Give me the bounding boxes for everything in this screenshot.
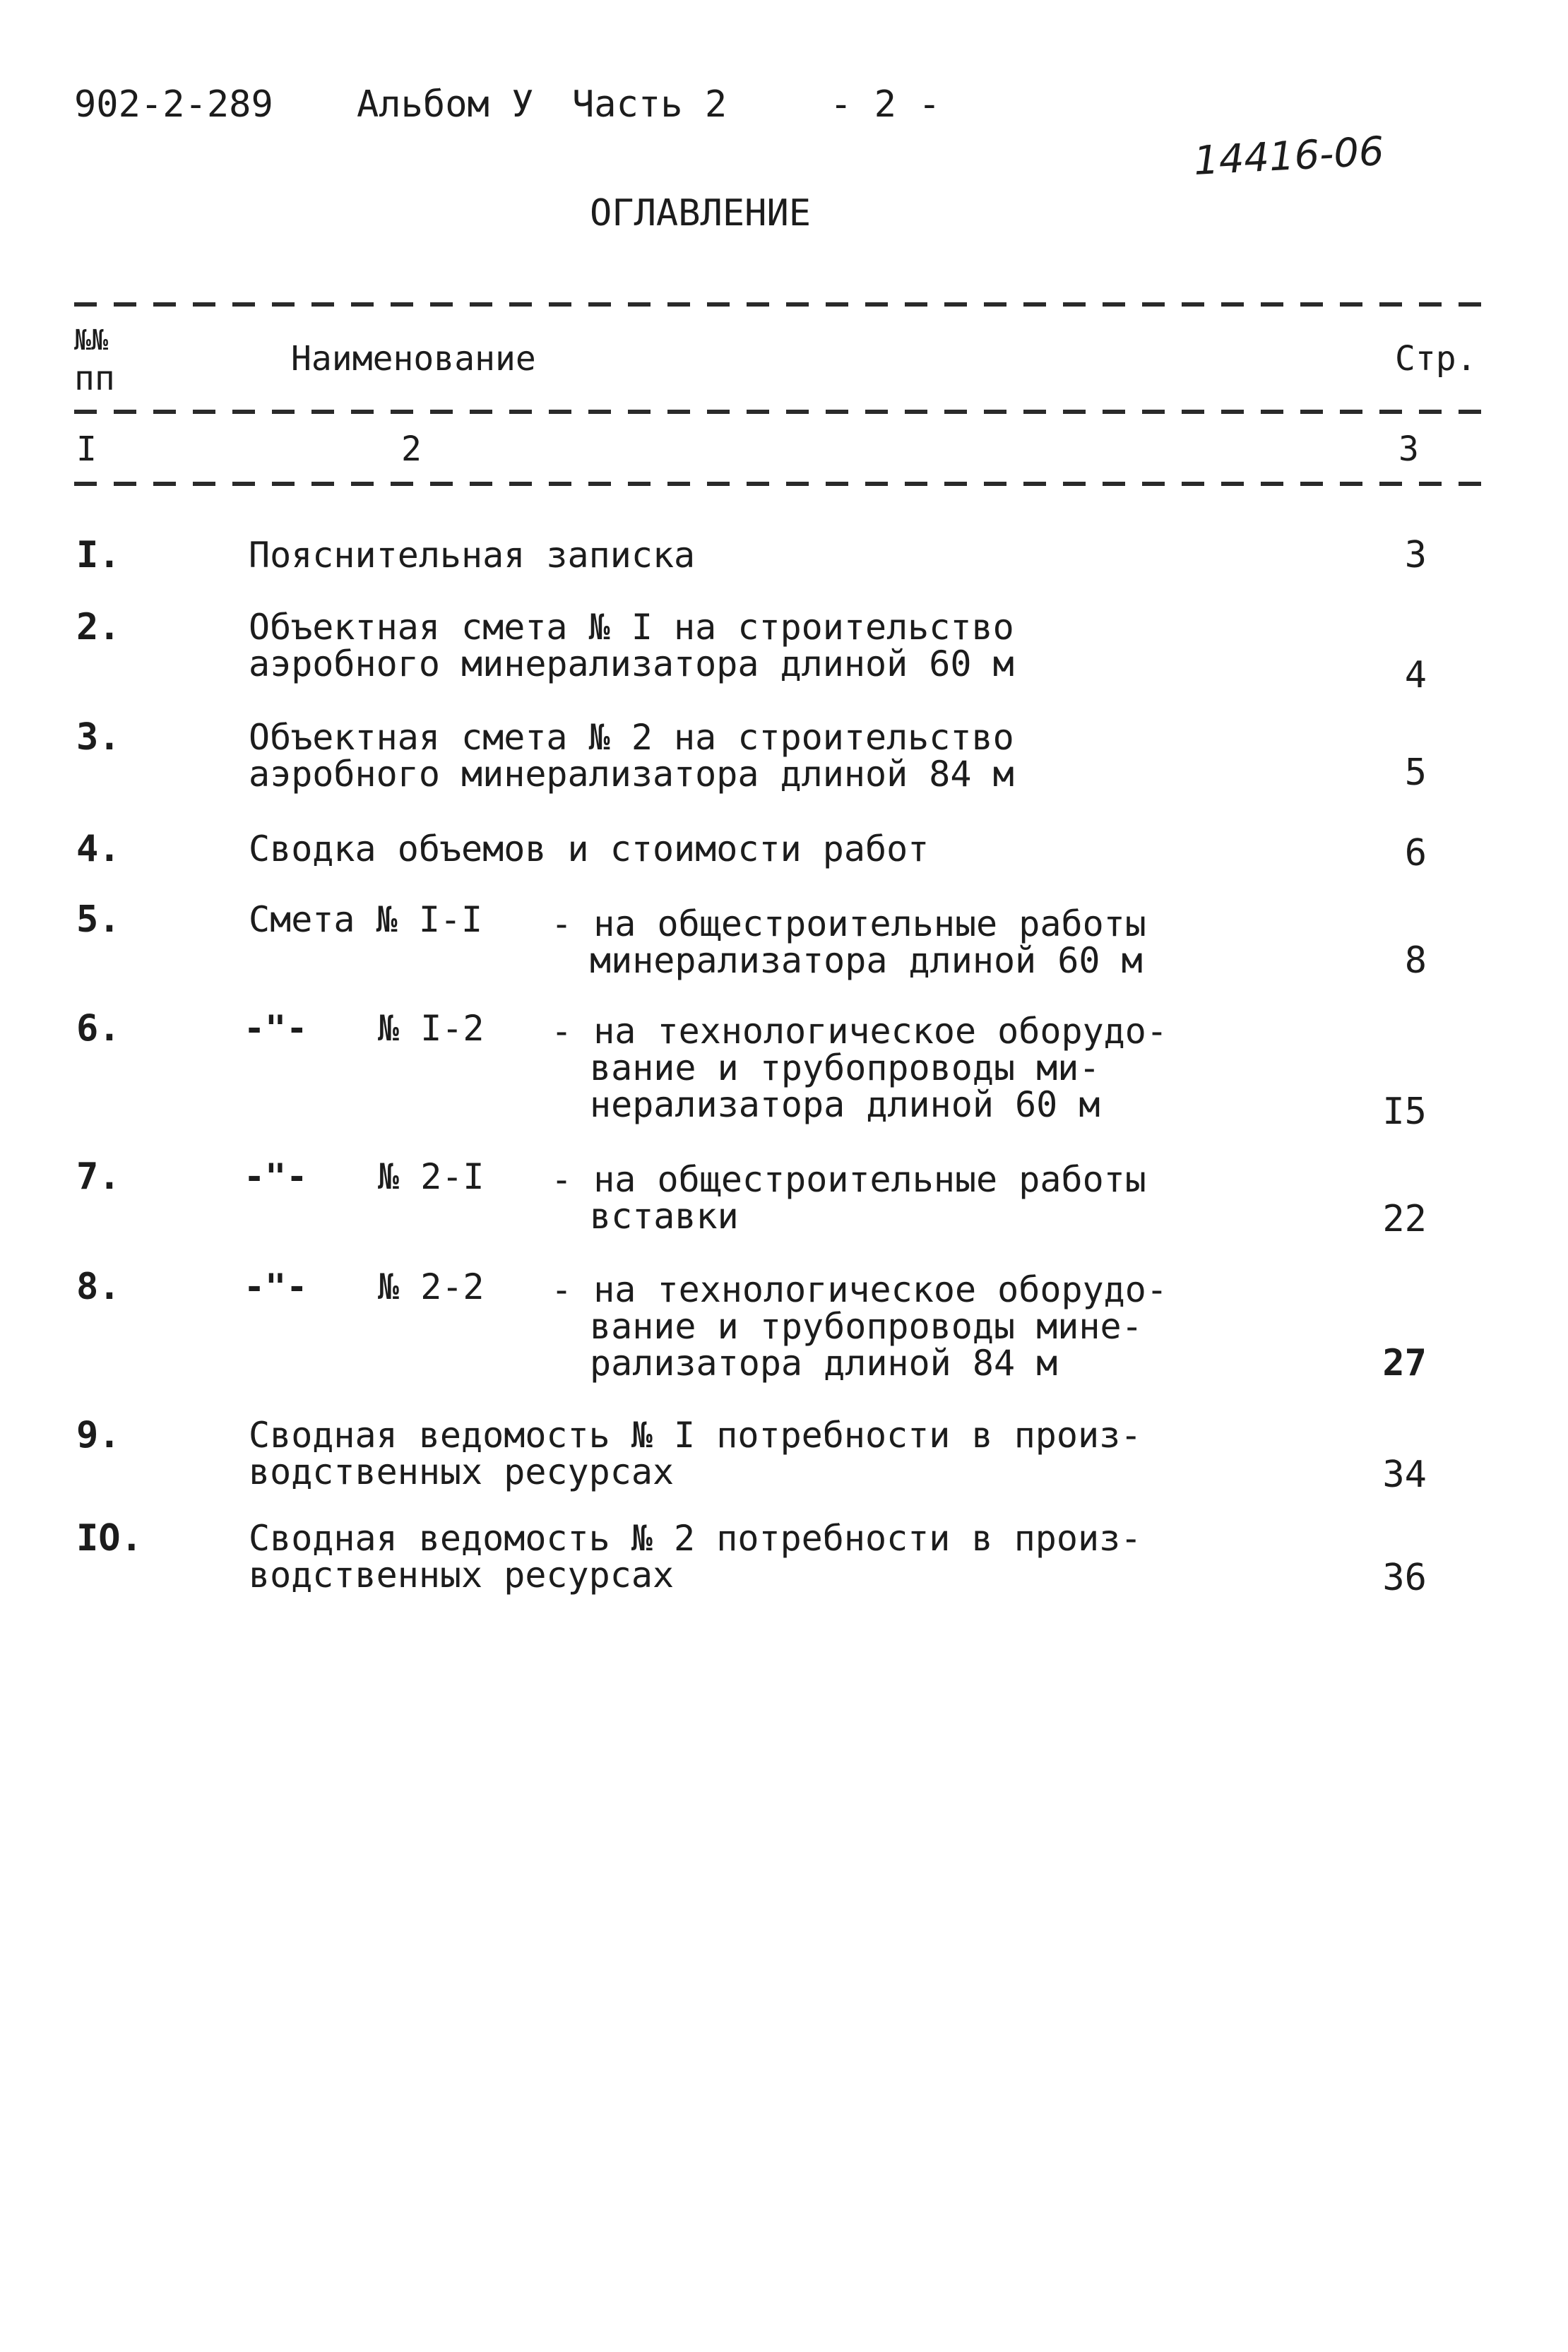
entry-text-line: - на общестроительные работы <box>551 1159 1146 1200</box>
entry-text-line: Объектная смета № 2 на строительство <box>249 717 1014 758</box>
entry-page: 8 <box>1404 939 1427 982</box>
entry-number: I. <box>76 534 121 576</box>
dashed-rule-bottom <box>74 482 1487 486</box>
entry-text-line: аэробного минерализатора длиной 60 м <box>249 643 1014 684</box>
page-title: ОГЛАВЛЕНИЕ <box>590 192 812 234</box>
entry-page: 4 <box>1404 654 1427 696</box>
entry-text-line: вание и трубопроводы мине- <box>590 1306 1143 1347</box>
dashed-rule-middle <box>74 410 1487 414</box>
entry-number: 4. <box>76 828 121 870</box>
column-index-1: I <box>76 429 97 469</box>
ditto-mark: -"- <box>244 1266 308 1307</box>
entry-text-line: рализатора длиной 84 м <box>590 1343 1058 1384</box>
estimate-label: Смета № I-I <box>249 899 483 940</box>
entry-text-line: Сводная ведомость № I потребности в произ- <box>249 1415 1142 1456</box>
entry-page: 5 <box>1404 752 1427 794</box>
album-label: Альбом У <box>357 83 534 126</box>
entry-text-line: Сводка объемов и стоимости работ <box>249 828 929 869</box>
page-number: - 2 - <box>830 83 941 126</box>
entry-page: 22 <box>1382 1198 1427 1240</box>
entry-text-line: водственных ресурсах <box>249 1555 675 1596</box>
entry-text-line: Сводная ведомость № 2 потребности в произ- <box>249 1518 1142 1559</box>
entry-number: 6. <box>76 1007 121 1050</box>
entry-page: 3 <box>1404 534 1427 576</box>
entry-page: I5 <box>1382 1091 1427 1133</box>
handwritten-number: 14416-06 <box>1192 128 1386 185</box>
entry-page: 27 <box>1382 1342 1427 1384</box>
entry-text-line: вставки <box>590 1196 739 1237</box>
entry-text-line: водственных ресурсах <box>249 1451 675 1492</box>
entry-number: 5. <box>76 898 121 941</box>
entry-page: 6 <box>1404 832 1427 874</box>
entry-text-line: Объектная смета № I на строительство <box>249 607 1014 648</box>
entry-text-line: Пояснительная записка <box>249 535 696 576</box>
ditto-mark: -"- <box>244 1156 308 1197</box>
entry-number: 7. <box>76 1156 121 1198</box>
part-label: Часть 2 <box>572 83 727 126</box>
page-col-header: Стр. <box>1395 339 1477 379</box>
document-code: 902-2-289 <box>74 83 273 126</box>
entry-number: 3. <box>76 716 121 759</box>
entry-text-line: нерализатора длиной 60 м <box>590 1084 1100 1125</box>
name-col-header: Наименование <box>291 339 536 379</box>
number-col-header-line1: №№ <box>74 324 109 357</box>
entry-page: 34 <box>1382 1454 1427 1496</box>
entry-text-line: аэробного минерализатора длиной 84 м <box>249 754 1014 795</box>
entry-number: 9. <box>76 1414 121 1456</box>
entry-text-line: - на технологическое оборудо- <box>551 1011 1168 1052</box>
entry-page: 36 <box>1382 1557 1427 1599</box>
entry-number: IO. <box>76 1517 143 1560</box>
entry-text-line: - на общестроительные работы <box>551 903 1146 944</box>
dashed-rule-top <box>74 302 1487 307</box>
entry-text-line: вание и трубопроводы ми- <box>590 1047 1100 1088</box>
entry-number: 2. <box>76 606 121 648</box>
entry-text-line: - на технологическое оборудо- <box>551 1269 1168 1310</box>
estimate-label: № I-2 <box>378 1008 485 1049</box>
estimate-label: № 2-I <box>378 1156 485 1197</box>
estimate-label: № 2-2 <box>378 1266 485 1307</box>
ditto-mark: -"- <box>244 1008 308 1049</box>
entry-text-line: минерализатора длиной 60 м <box>590 940 1143 981</box>
number-col-header-line2: пп <box>74 359 115 398</box>
entry-number: 8. <box>76 1266 121 1308</box>
column-index-3: 3 <box>1398 429 1419 469</box>
column-index-2: 2 <box>401 429 422 469</box>
